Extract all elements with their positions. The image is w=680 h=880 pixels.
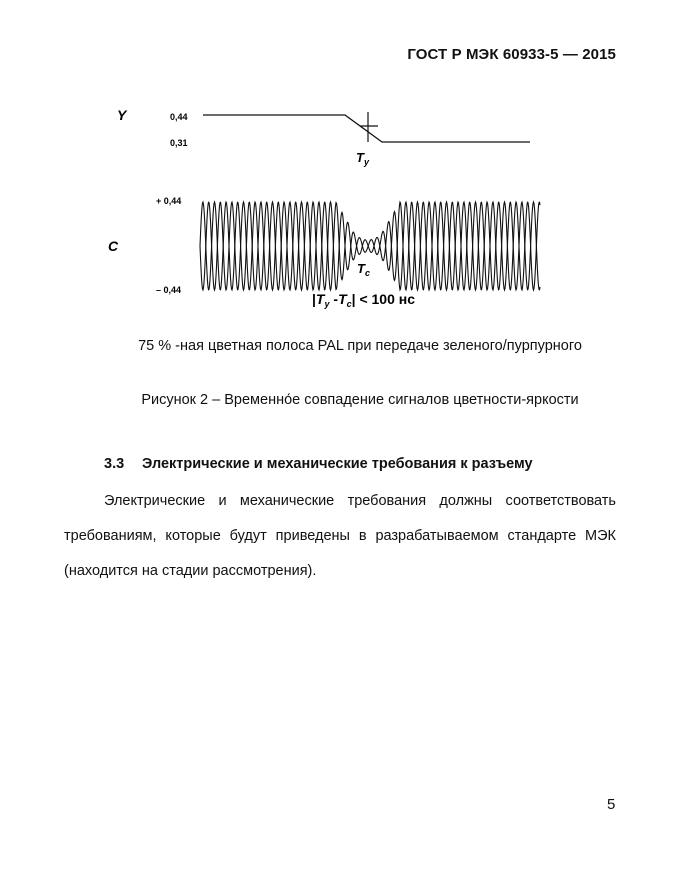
section-title: Электрические и механические требования к разъему bbox=[142, 456, 533, 472]
timing-figure bbox=[0, 90, 680, 320]
y-high-level: 0,44 bbox=[170, 112, 188, 122]
figure-caption-title: Рисунок 2 – Временно́е совпадение сигналов цветности-яркости bbox=[141, 392, 579, 408]
figure-caption-note: 75 % -ная цветная полоса PAL при передаче зеленого/пурпурного bbox=[138, 338, 582, 354]
section-number: 3.3 bbox=[104, 456, 125, 472]
tc-label: $T_c$ bbox=[357, 261, 370, 278]
timing-tolerance-formula: $|T_y$ $-T_c| < 100$ нс bbox=[312, 291, 416, 309]
y-signal-label: Y bbox=[117, 107, 127, 123]
page-number: 5 bbox=[607, 796, 616, 813]
document-header: ГОСТ Р МЭК 60933-5 — 2015 bbox=[407, 46, 616, 63]
c-signal-label: C bbox=[108, 238, 119, 254]
y-low-level: 0,31 bbox=[170, 138, 188, 148]
section-body: Электрические и механические требования должны соответствовать требованиям, которые будут приведены в разрабатываемом стандарте МЭК (находится на стадии рассмотрения). bbox=[64, 493, 616, 579]
c-low-level: – 0,44 bbox=[156, 285, 182, 295]
ty-label: $T_y$ bbox=[356, 150, 369, 167]
y-step-waveform bbox=[203, 115, 530, 142]
c-high-level: + 0,44 bbox=[156, 196, 182, 206]
